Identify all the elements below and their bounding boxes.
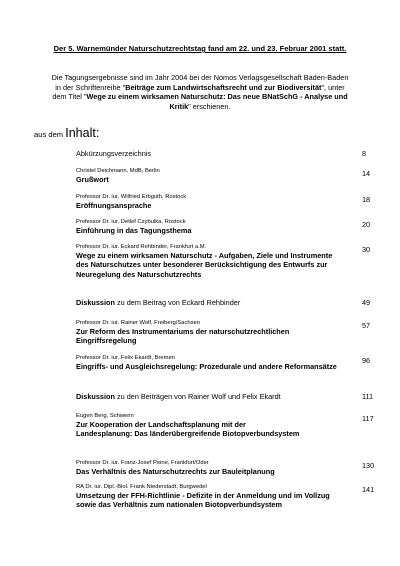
entry-title	[76, 298, 376, 307]
entry-title: Umsetzung der FFH-Richtlinie - Defizite in der Anmeldung und im Vollzug sowie das Verhältnis zum nationalen Biotopverbundsystem	[76, 491, 330, 510]
toc-entry	[76, 413, 376, 439]
entry-title: Grußwort	[76, 175, 109, 184]
toc-entry	[76, 484, 376, 510]
toc-heading	[34, 124, 99, 142]
toc-entry	[76, 194, 376, 210]
entry-page: 18	[362, 195, 371, 204]
toc-entry	[76, 460, 376, 476]
intro-text-3: " erschienen.	[188, 101, 231, 111]
toc-heading-prefix: aus dem	[34, 130, 66, 139]
entry-page: 130	[362, 461, 375, 470]
entry-title: Abkürzungsverzeichnis	[76, 149, 152, 158]
entry-author: Professor Dr. iur. Eckard Rehbinder, Frankfurt a.M.	[76, 244, 207, 250]
entry-title: Zur Kooperation der Landschaftsplanung mit der Landesplanung: Das länderübergreifende Biotopverbundsystem	[76, 420, 300, 439]
entry-page: 96	[362, 356, 371, 365]
entry-page: 117	[362, 414, 374, 423]
entry-page: 20	[362, 220, 371, 229]
entry-title: Eingriffs- und Ausgleichsregelung: Prozedurale und andere Reformansätze	[76, 362, 337, 371]
entry-page: 141	[362, 485, 375, 494]
entry-title	[76, 392, 376, 401]
intro-text-2: ", unter dem Titel "	[52, 82, 345, 102]
entry-title-bold: Diskussion	[76, 392, 115, 401]
entry-page: 57	[362, 321, 371, 330]
entry-title: Eröffnungsansprache	[76, 201, 152, 210]
intro-text-1: Die Tagungsergebnisse sind im Jahr 2004 bei der Nomos Verlagsgesellschaft Baden-Baden in der Schriftenreihe "	[51, 73, 349, 92]
toc-entry	[76, 355, 376, 371]
entry-author: Professor Dr. iur. Felix Ekardt, Bremen	[76, 355, 175, 361]
entry-author: Christel Deichmann, MdB, Berlin	[76, 168, 160, 174]
entry-title-bold: Diskussion	[76, 298, 115, 307]
entry-page: 8	[362, 149, 367, 158]
entry-author: RA Dr. iur. Dipl.-Biol. Frank Niederstadt, Burgwedel	[76, 484, 207, 490]
entry-page: 30	[362, 245, 371, 254]
series-title: Beiträge zum Landwirtschaftsrecht und zur Biodiversität	[125, 82, 322, 92]
entry-title-rest: zu den Beiträgen von Rainer Wolf und Felix Ekardt	[114, 392, 281, 401]
entry-author: Professor Dr. iur. Wilfried Erbguth, Rostock	[76, 194, 187, 200]
toc-heading-word: Inhalt:	[65, 126, 100, 140]
entry-title: Zur Reform des Instrumentariums der naturschutzrechtlichen Eingriffsregelung	[76, 327, 290, 346]
toc-entry	[76, 392, 376, 401]
entry-title-rest: zu dem Beitrag von Eckard Rehbinder	[114, 298, 241, 307]
toc-entry	[76, 298, 376, 307]
entry-title: Wege zu einem wirksamen Naturschutz - Aufgaben, Ziele und Instrumente des Naturschutzes unter besonderer Berücksichtigung des Entwurfs zur Neuregelung des Naturschutzrechts	[76, 251, 333, 279]
entry-title: Das Verhältnis des Naturschutzrechts zur Bauleitplanung	[76, 467, 275, 476]
headline: Der 5. Warnemünder Naturschutzrechtstag fand am 22. und 23. Februar 2001 statt.	[53, 44, 347, 53]
intro-paragraph	[48, 73, 352, 111]
entry-author: Professor Dr. iur. Rainer Wolf, Freiberg/Sachsen	[76, 320, 200, 326]
toc-entry	[76, 320, 376, 346]
toc-entry	[76, 168, 376, 184]
toc-entry	[76, 149, 376, 158]
entry-title: Einführung in das Tagungsthema	[76, 226, 192, 235]
book-title: Wege zu einem wirksamen Naturschutz: Das neue BNatSchG - Analyse und Kritik	[86, 92, 348, 111]
entry-author: Professor Dr. iur. Detlef Czybulka, Rostock	[76, 219, 186, 225]
entry-page: 14	[362, 169, 371, 178]
toc-entry	[76, 244, 376, 279]
entry-page: 111	[362, 392, 374, 401]
entry-author: Eugen Berg, Schwerin	[76, 413, 134, 419]
toc-entry	[76, 219, 376, 235]
entry-page: 49	[362, 298, 371, 307]
entry-author: Professor Dr. iur. Franz-Josef Peine, Frankfurt/Oder	[76, 460, 209, 466]
